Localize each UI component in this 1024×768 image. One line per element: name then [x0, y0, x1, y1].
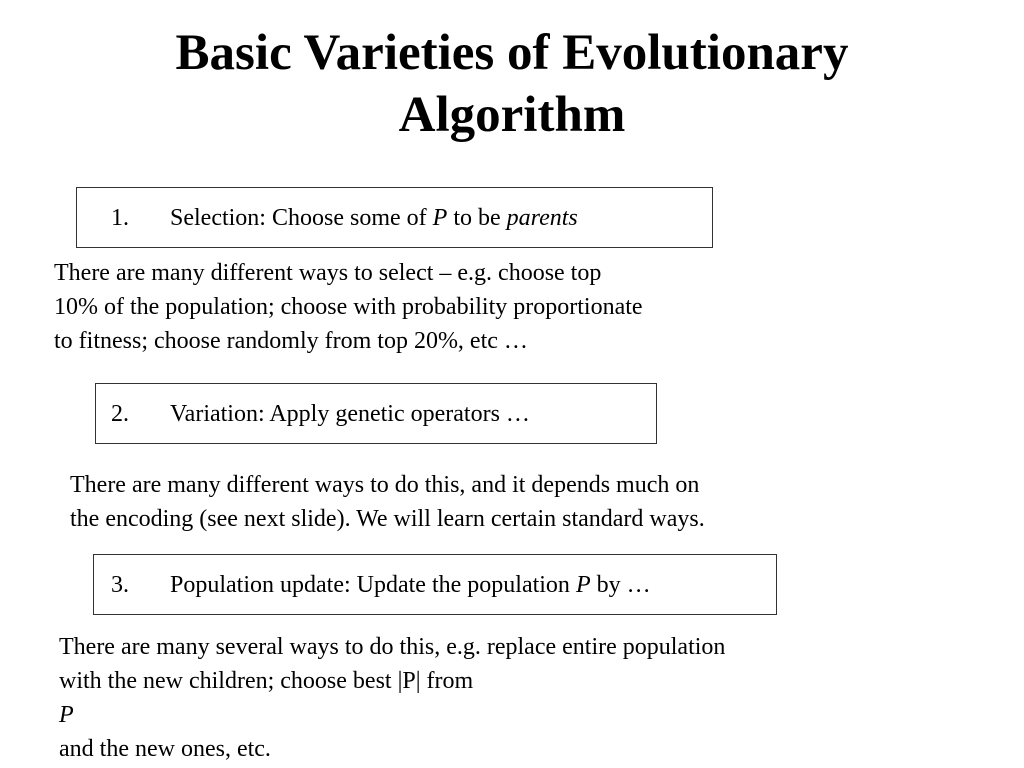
step-3-pre: Population update: Update the population	[170, 572, 576, 598]
variation-paragraph	[70, 468, 705, 536]
step-1-text	[170, 204, 578, 232]
step-1-emph: parents	[506, 205, 578, 231]
slide-title-line-1: Basic Varieties of Evolutionary	[175, 25, 849, 81]
step-3-box	[93, 554, 777, 615]
step-1-pre: Selection: Choose some of	[170, 205, 433, 231]
selection-line-3: to fitness; choose randomly from top 20%, etc …	[54, 328, 528, 354]
step-1-box	[76, 187, 713, 248]
update-line-2-var: P	[59, 702, 74, 728]
step-3-post: by …	[590, 572, 651, 598]
variation-line-1: There are many different ways to do this, and it depends much on	[70, 472, 700, 498]
step-2-box	[95, 383, 657, 444]
update-line-2	[59, 664, 725, 766]
variation-line-2: the encoding (see next slide). We will learn certain standard ways.	[70, 506, 705, 532]
update-line-1: There are many several ways to do this, e.g. replace entire population	[59, 634, 726, 660]
update-paragraph	[59, 630, 725, 766]
slide-title-line-2: Algorithm	[398, 87, 626, 143]
step-2-text: Variation: Apply genetic operators …	[170, 401, 530, 427]
step-1-var: P	[432, 205, 448, 231]
step-3-text	[170, 571, 651, 599]
step-1-mid: to be	[447, 205, 507, 231]
update-line-2-pre: with the new children; choose best |P| from	[59, 668, 474, 694]
step-1-number: 1.	[111, 205, 129, 231]
update-line-2-post: and the new ones, etc.	[59, 736, 271, 762]
step-2-number: 2.	[111, 401, 129, 427]
selection-line-2: 10% of the population; choose with probability proportionate	[54, 294, 643, 320]
step-3-var: P	[575, 572, 591, 598]
selection-line-1: There are many different ways to select – e.g. choose top	[54, 260, 602, 286]
selection-paragraph	[54, 256, 643, 358]
step-3-number: 3.	[111, 572, 129, 598]
slide-title	[0, 22, 1024, 146]
